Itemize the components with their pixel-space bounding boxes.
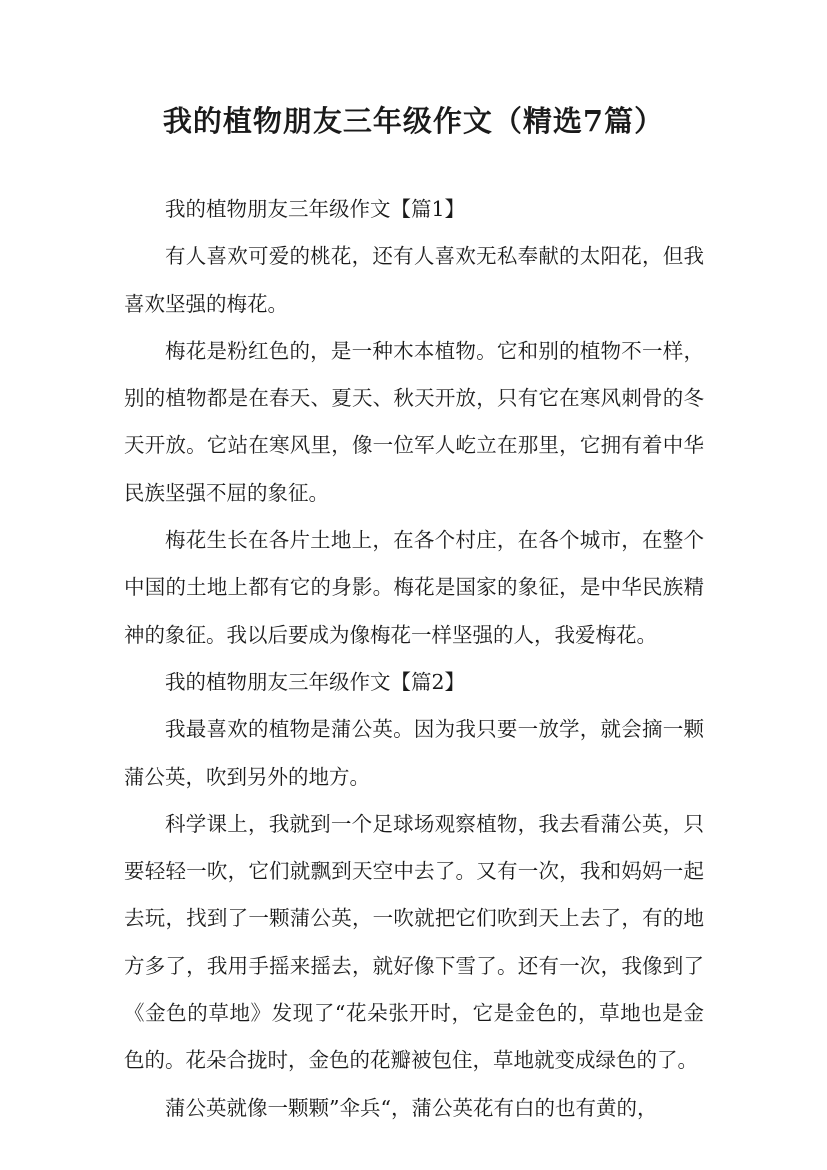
section-heading-1: 我的植物朋友三年级作文【篇1】 <box>165 197 466 221</box>
paragraph: 我最喜欢的植物是蒲公英。因为我只要一放学，就会摘一颗蒲公英，吹到另外的地方。 <box>124 717 704 789</box>
section-heading-2: 我的植物朋友三年级作文【篇2】 <box>165 669 466 694</box>
paragraph: 梅花生长在各片土地上，在各个村庄，在各个城市，在整个中国的土地上都有它的身影。梅花是国家的象征，是中华民族精神的象征。我以后要成为像梅花一样坚强的人，我爱梅花。 <box>124 528 704 647</box>
paragraph: 梅花是粉红色的，是一种木本植物。它和别的植物不一样，别的植物都是在春天、夏天、秋天开放，只有它在寒风刺骨的冬天开放。它站在寒风里，像一位军人屹立在那里，它拥有着中华民族坚强不屈的象征。 <box>124 338 704 505</box>
paragraph: 科学课上，我就到一个足球场观察植物，我去看蒲公英，只要轻轻一吹，它们就飘到天空中去了。又有一次，我和妈妈一起去玩，找到了一颗蒲公英，一吹就把它们吹到天上去了，有的地方多了，我用手摇来摇去，就好像下雪了。还有一次，我像到了《金色的草地》发现了“花朵张开时，它是金色的，草地也是金色的。花朵合拢时，金色的花瓣被包住，草地就变成绿色的了。 <box>124 811 704 1073</box>
document-body <box>124 186 704 1132</box>
document-title: 我的植物朋友三年级作文（精选7篇） <box>162 104 665 138</box>
paragraph: 蒲公英就像一颗颗”伞兵“，蒲公英花有白的也有黄的， <box>165 1095 658 1120</box>
paragraph: 有人喜欢可爱的桃花，还有人喜欢无私奉献的太阳花，但我喜欢坚强的梅花。 <box>124 244 704 316</box>
